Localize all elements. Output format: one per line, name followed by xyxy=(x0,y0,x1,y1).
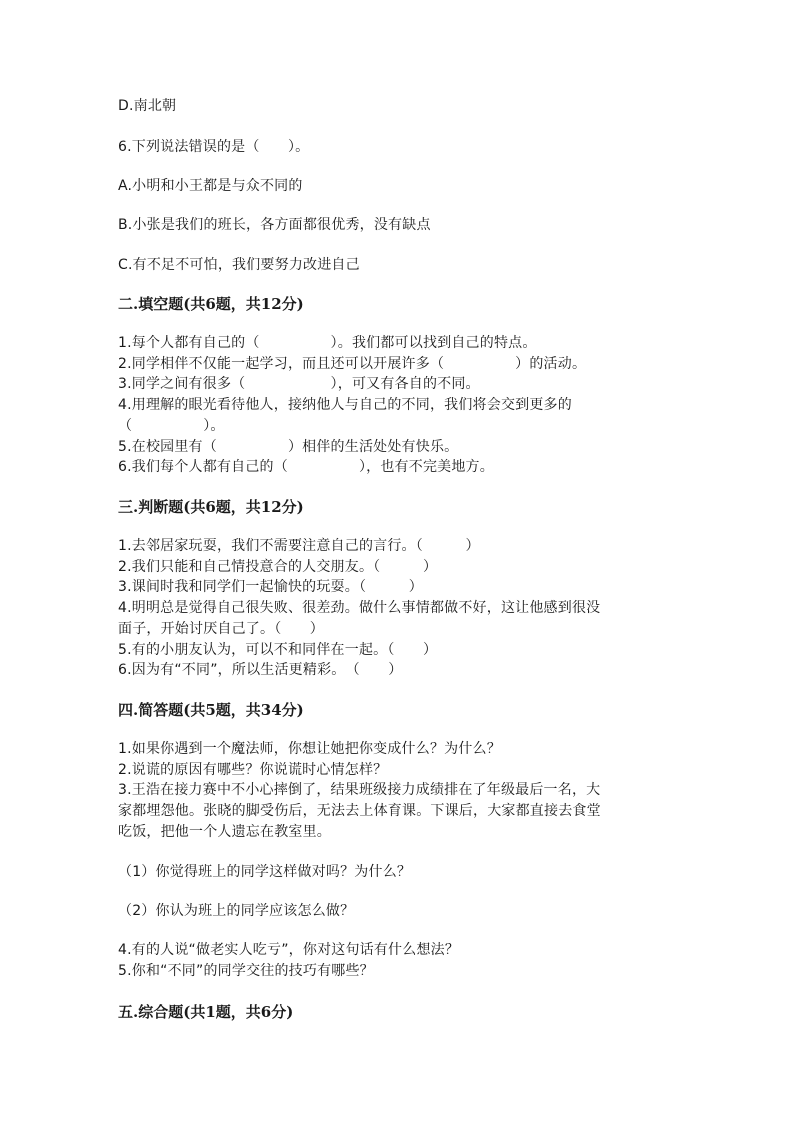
true-false-line: 2.我们只能和自己情投意合的人交朋友。（ ） xyxy=(118,559,438,575)
question-6-option-b: B.小张是我们的班长，各方面都很优秀，没有缺点 xyxy=(118,217,431,233)
section-heading-short-answer: 四.简答题(共5题，共34分) xyxy=(118,701,304,719)
question-6-stem: 6.下列说法错误的是（ ）。 xyxy=(118,139,310,155)
short-answer-line: 3.王浩在接力赛中不小心摔倒了，结果班级接力成绩排在了年级最后一名，大 xyxy=(118,782,601,798)
fill-blank-line: 3.同学之间有很多（ ），可又有各自的不同。 xyxy=(118,376,480,392)
short-answer-line: 吃饭，把他一个人遗忘在教室里。 xyxy=(118,824,331,840)
true-false-line: 1.去邻居家玩耍，我们不需要注意自己的言行。（ ） xyxy=(118,538,480,554)
short-answer-subquestion: （2）你认为班上的同学应该怎么做？ xyxy=(118,903,355,919)
short-answer-line: 1.如果你遇到一个魔法师，你想让她把你变成什么？为什么？ xyxy=(118,741,501,757)
question-6-option-c: C.有不足不可怕，我们要努力改进自己 xyxy=(118,257,360,273)
fill-blank-line: （ ）。 xyxy=(118,418,225,434)
short-answer-subquestion: （1）你觉得班上的同学这样做对吗？为什么？ xyxy=(118,864,412,880)
section-heading-comprehensive: 五.综合题(共1题，共6分) xyxy=(118,1003,294,1021)
short-answer-line: 4.有的人说“做老实人吃亏”，你对这句话有什么想法？ xyxy=(118,942,460,958)
fill-blank-line: 1.每个人都有自己的（ ）。我们都可以找到自己的特点。 xyxy=(118,335,537,351)
fill-blank-line: 5.在校园里有（ ）相伴的生活处处有快乐。 xyxy=(118,439,459,455)
true-false-line: 6.因为有“不同”，所以生活更精彩。 （ ） xyxy=(118,662,403,678)
question-6-option-a: A.小明和小王都是与众不同的 xyxy=(118,178,303,194)
fill-blank-line: 6.我们每个人都有自己的（ ），也有不完美地方。 xyxy=(118,459,494,475)
option-d-prev-question: D.南北朝 xyxy=(118,98,177,114)
fill-blank-line: 2.同学相伴不仅能一起学习，而且还可以开展许多（ ）的活动。 xyxy=(118,356,587,372)
fill-blank-line: 4.用理解的眼光看待他人，接纳他人与自己的不同，我们将会交到更多的 xyxy=(118,397,572,413)
short-answer-line: 5.你和“不同”的同学交往的技巧有哪些？ xyxy=(118,963,374,979)
section-heading-fill-blank: 二.填空题(共6题，共12分) xyxy=(118,295,304,313)
true-false-line: 面子，开始讨厌自己了。（ ） xyxy=(118,621,324,637)
short-answer-line: 家都埋怨他。张晓的脚受伤后，无法去上体育课。下课后，大家都直接去食堂 xyxy=(118,803,601,819)
section-heading-true-false: 三.判断题(共6题，共12分) xyxy=(118,498,304,516)
short-answer-line: 2.说谎的原因有哪些？你说谎时心情怎样？ xyxy=(118,762,388,778)
true-false-line: 4.明明总是觉得自己很失败、很差劲。做什么事情都做不好，这让他感到很没 xyxy=(118,600,601,616)
true-false-line: 5.有的小朋友认为，可以不和同伴在一起。（ ） xyxy=(118,642,438,658)
true-false-line: 3.课间时我和同学们一起愉快的玩耍。（ ） xyxy=(118,579,423,595)
